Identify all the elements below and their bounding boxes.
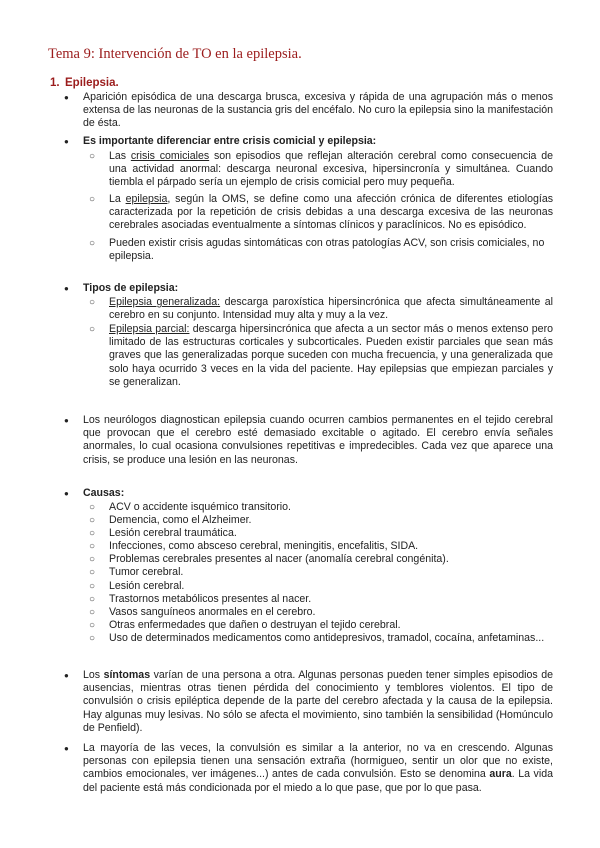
tipo-parcial: Epilepsia parcial: descarga hipersincrónica que afecta a un sector más o menos extenso pero limitado de las estructuras corticales y subcorticales. Pueden existir parciales que sean más graves que las generalizadas porque suceden con mucha frecuencia, y una generalizada que solo haya ocurrido 3 veces en la vida del paciente. Hay epilepsias que empiezan parciales y se generalizan. <box>109 323 553 388</box>
diff-heading: Es importante diferenciar entre crisis comicial y epilepsia: <box>83 135 377 147</box>
bullet-icon: ● <box>64 137 69 146</box>
diff-item-crisis: Las crisis comiciales son episodios que reflejan alteración cerebral como consecuencia de una actividad anormal: descarga neuronal excesiva, hipersincronía y simultánea. Cuando tiembla el párpado sería un ejemplo de crisis comicial pero muy pequeña. <box>109 150 553 189</box>
list-item: ○ Problemas cerebrales presentes al nacer (anomalía cerebral congénita). <box>89 553 449 566</box>
list-item: ○ Lesión cerebral. <box>89 579 185 592</box>
section-label: Epilepsia. <box>65 77 119 89</box>
circle-bullet-icon: ○ <box>89 151 96 162</box>
paragraph-sintomas: Los síntomas varían de una persona a otra. Algunas personas pueden tener simples episodios de ausencias, mientras otras tienen pérdida del conocimiento y temblores violentos. El tipo de convulsión o crisis epiléptica depende de la parte del cerebro afectada y la causa de la epilepsia. Hay algunas muy lesivas. No sólo se afecta el movimiento, sino también la sensibilidad (Homúnculo de Penfield). <box>83 669 553 734</box>
circle-bullet-icon: ○ <box>89 238 96 249</box>
causas-heading: Causas: <box>83 487 125 499</box>
bullet-icon: ● <box>64 744 69 753</box>
tipo-generalizada: Epilepsia generalizada: descarga paroxística hipersincrónica que afecta simultáneamente al cerebro en su conjunto. Intensidad muy alta y muy a la vez. <box>109 296 553 322</box>
circle-bullet-icon: ○ <box>89 194 96 205</box>
bullet-icon: ● <box>64 671 69 680</box>
paragraph-aura: La mayoría de las veces, la convulsión es similar a la anterior, no va en crescendo. Algunas personas con epilepsia tienen una sensación extraña (hormigueo, sentir un olor que no existe, cambios emocionales, ver imágenes...) antes de cada convulsión. Esto se denomina aura. La vida del paciente está más condicionada por el miedo a lo que pase, que por lo que pasa. <box>83 742 553 794</box>
page-title: Tema 9: Intervención de TO en la epilepsia. <box>48 46 302 62</box>
list-item: ○ Tumor cerebral. <box>89 566 184 579</box>
list-item: ○ Infecciones, como absceso cerebral, meningitis, encefalitis, SIDA. <box>89 540 419 553</box>
list-item: ○ Uso de determinados medicamentos como antidepresivos, tramadol, cocaína, anfetaminas... <box>89 631 545 644</box>
list-item: ○ Trastornos metabólicos presentes al nacer. <box>89 592 312 605</box>
diff-item-agudas: Pueden existir crisis agudas sintomáticas con otras patologías ACV, son crisis comiciales, no epilepsia. <box>109 237 545 263</box>
list-item: ○ ACV o accidente isquémico transitorio. <box>89 501 291 513</box>
tipos-heading: Tipos de epilepsia: <box>83 282 179 294</box>
bullet-icon: ● <box>64 489 69 498</box>
diff-item-epilepsia: La epilepsia, según la OMS, se define como una afección crónica de diferentes etiologías caracterizada por la repetición de crisis debidas a una descarga excesiva de las neuronas cerebrales asociadas eventualmente a síntomas clínicos y paraclínicos. No es episódico. <box>109 193 554 232</box>
list-item: ○ Lesión cerebral traumática. <box>89 527 237 540</box>
list-item: ○ Otras enfermedades que dañen o destruyan el tejido cerebral. <box>89 618 401 631</box>
list-item: ○ Demencia, como el Alzheimer. <box>89 514 252 527</box>
bullet-icon: ● <box>64 416 69 425</box>
section-heading <box>50 77 119 89</box>
paragraph-diagnostico: Los neurólogos diagnostican epilepsia cuando ocurren cambios permanentes en el tejido cerebral que provocan que el cerebro esté demasiado excitable o agitado. El cerebro envía señales anormales, lo cual ocasiona convulsiones repetitivas e impredecibles. Cada vez que aparece una crisis, se produce una lesión en las neuronas. <box>83 414 553 466</box>
causas-list <box>89 501 553 645</box>
circle-bullet-icon: ○ <box>89 297 96 308</box>
section-number: 1. <box>50 77 60 89</box>
bullet-icon: ● <box>64 93 69 102</box>
bullet-icon: ● <box>64 284 69 293</box>
list-item: ○ Vasos sanguíneos anormales en el cerebro. <box>89 605 316 618</box>
circle-bullet-icon: ○ <box>89 324 96 335</box>
paragraph-definition: Aparición episódica de una descarga brusca, excesiva y rápida de una agrupación más o menos extensa de las neuronas de la sustancia gris del encéfalo. No curo la epilepsia sino la manifestación de ésta. <box>83 91 553 130</box>
